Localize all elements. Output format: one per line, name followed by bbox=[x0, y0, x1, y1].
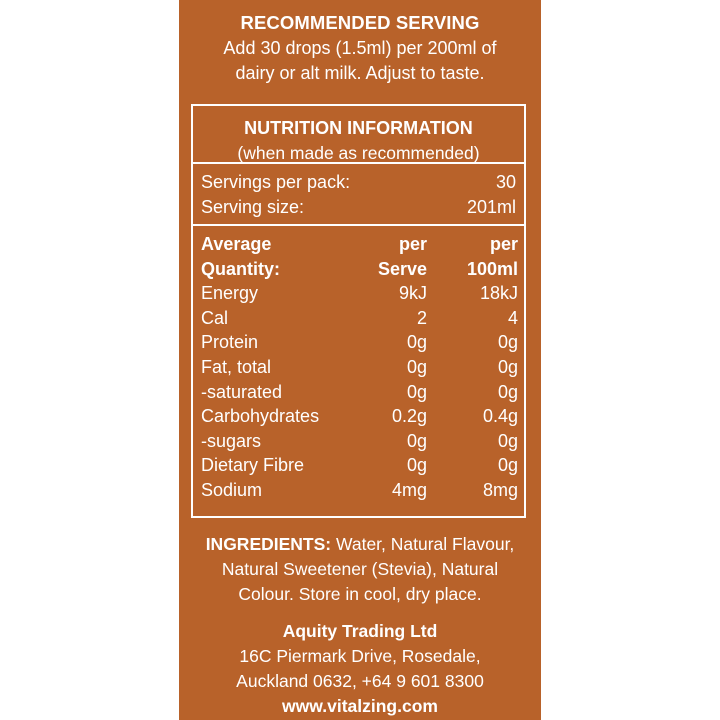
header-average: Average bbox=[201, 234, 272, 254]
serving-size-row bbox=[201, 195, 516, 220]
table-row bbox=[201, 478, 518, 503]
nutrient-name: Sodium bbox=[201, 479, 263, 500]
nutrient-per-serve: 4mg bbox=[391, 479, 427, 500]
servings-per-pack-label: Servings per pack: bbox=[201, 172, 351, 192]
table-header-row-1 bbox=[201, 232, 518, 257]
nutrient-per-serve: 0g bbox=[406, 332, 427, 353]
nutrient-per-100ml: 0g bbox=[497, 455, 518, 476]
ingredients-label: INGREDIENTS: bbox=[205, 534, 332, 554]
nutrient-per-100ml: 0.4g bbox=[482, 406, 518, 427]
nutrient-name: -sugars bbox=[201, 430, 262, 451]
header-per-serve-top: per bbox=[398, 234, 427, 254]
nutrient-per-100ml: 18kJ bbox=[479, 283, 518, 304]
nutrient-per-100ml: 8mg bbox=[482, 479, 518, 500]
nutrient-per-serve: 0g bbox=[406, 455, 427, 476]
nutrient-per-serve: 9kJ bbox=[398, 283, 427, 304]
nutrient-per-100ml: 4 bbox=[507, 307, 518, 328]
nutrient-per-serve: 2 bbox=[416, 307, 427, 328]
nutrition-table bbox=[193, 226, 524, 503]
company-name: Aquity Trading Ltd bbox=[282, 621, 438, 641]
product-label-panel bbox=[179, 0, 541, 720]
ingredients-line-2: Natural Sweetener (Stevia), Natural bbox=[221, 559, 499, 579]
ingredients-line-3: Colour. Store in cool, dry place. bbox=[238, 584, 482, 604]
nutrition-subtitle: (when made as recommended) bbox=[237, 143, 480, 163]
header-100ml: 100ml bbox=[466, 258, 518, 279]
serving-size-label: Serving size: bbox=[201, 196, 305, 217]
table-row bbox=[201, 429, 518, 454]
recommended-serving-line-1: Add 30 drops (1.5ml) per 200ml of bbox=[223, 38, 497, 58]
table-row bbox=[201, 355, 518, 380]
ingredients-line-1 bbox=[179, 532, 541, 557]
table-row bbox=[201, 404, 518, 429]
table-row bbox=[201, 380, 518, 405]
table-header-row-2 bbox=[201, 257, 518, 282]
table-row bbox=[201, 330, 518, 355]
recommended-serving-title: RECOMMENDED SERVING bbox=[240, 12, 480, 33]
nutrition-title: NUTRITION INFORMATION bbox=[244, 118, 473, 138]
company-website: www.vitalzing.com bbox=[282, 696, 438, 716]
header-serve: Serve bbox=[377, 258, 427, 279]
recommended-serving-section bbox=[179, 10, 541, 86]
nutrient-per-100ml: 0g bbox=[497, 430, 518, 451]
ingredients-section bbox=[179, 532, 541, 607]
nutrient-per-100ml: 0g bbox=[497, 332, 518, 353]
nutrient-per-100ml: 0g bbox=[497, 381, 518, 402]
nutrient-name: Energy bbox=[201, 283, 259, 304]
nutrient-per-serve: 0g bbox=[406, 356, 427, 377]
servings-section bbox=[193, 164, 524, 226]
nutrient-name: -saturated bbox=[201, 381, 283, 402]
nutrition-information-panel bbox=[191, 104, 526, 518]
nutrient-per-serve: 0g bbox=[406, 381, 427, 402]
nutrient-name: Cal bbox=[201, 307, 229, 328]
recommended-serving-line-2: dairy or alt milk. Adjust to taste. bbox=[235, 63, 485, 83]
company-address-line-2: Auckland 0632, +64 9 601 8300 bbox=[236, 671, 484, 691]
servings-per-pack-value: 30 bbox=[495, 172, 516, 192]
header-per-100ml-top: per bbox=[489, 234, 518, 254]
serving-size-value: 201ml bbox=[466, 196, 516, 217]
servings-per-pack-row bbox=[201, 170, 516, 195]
ingredients-text-1: Water, Natural Flavour, bbox=[331, 534, 515, 554]
header-quantity: Quantity: bbox=[201, 258, 280, 279]
nutrient-name: Dietary Fibre bbox=[201, 455, 305, 476]
nutrient-per-100ml: 0g bbox=[497, 356, 518, 377]
nutrient-per-serve: 0.2g bbox=[391, 406, 427, 427]
company-address-line-1: 16C Piermark Drive, Rosedale, bbox=[239, 646, 481, 666]
nutrition-header bbox=[193, 106, 524, 164]
nutrient-name: Protein bbox=[201, 332, 259, 353]
nutrient-name: Fat, total bbox=[201, 356, 272, 377]
table-row bbox=[201, 281, 518, 306]
table-row bbox=[201, 453, 518, 478]
table-row bbox=[201, 306, 518, 331]
nutrient-name: Carbohydrates bbox=[201, 406, 320, 427]
company-section bbox=[179, 619, 541, 719]
nutrient-per-serve: 0g bbox=[406, 430, 427, 451]
